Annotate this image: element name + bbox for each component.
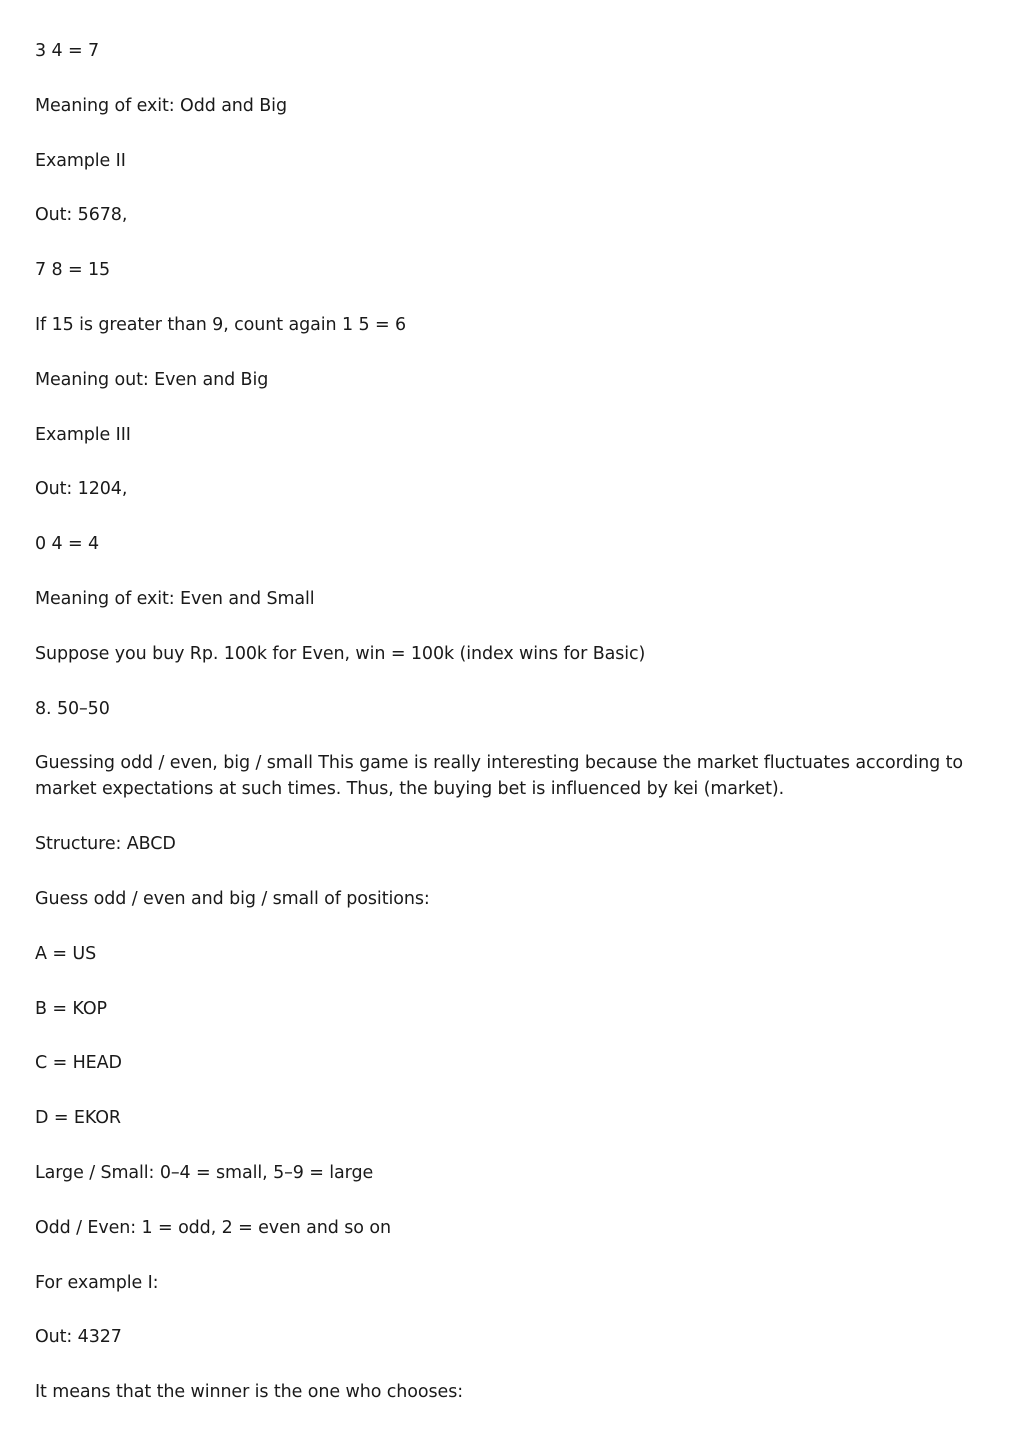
paragraph: 3 4 = 7	[35, 41, 100, 61]
paragraph: Large / Small: 0–4 = small, 5–9 = large	[35, 1162, 374, 1183]
paragraph: Meaning out: Even and Big	[35, 369, 269, 390]
paragraph: A = US	[35, 943, 97, 964]
paragraph: Structure: ABCD	[35, 834, 176, 855]
paragraph: Meaning of exit: Even and Small	[35, 588, 315, 609]
paragraph: 8. 50–50	[35, 698, 110, 719]
paragraph: Example III	[35, 424, 131, 445]
paragraph: Guess odd / even and big / small of positions:	[35, 888, 430, 909]
paragraph: 7 8 = 15	[35, 260, 111, 281]
paragraph: Meaning of exit: Odd and Big	[35, 95, 287, 116]
paragraph: Out: 1204,	[35, 479, 128, 500]
paragraph: Suppose you buy Rp. 100k for Even, win = 100k (index wins for Basic)	[35, 643, 646, 664]
paragraph: B = KOP	[35, 998, 107, 1019]
paragraph: C = HEAD	[35, 1053, 122, 1074]
paragraph: For example I:	[35, 1272, 159, 1293]
paragraph: It means that the winner is the one who chooses:	[35, 1382, 464, 1403]
paragraph: If 15 is greater than 9, count again 1 5 = 6	[35, 314, 407, 335]
paragraph: D = EKOR	[35, 1108, 121, 1129]
paragraph: Odd / Even: 1 = odd, 2 = even and so on	[35, 1217, 391, 1238]
paragraph: Guessing odd / even, big / small This game is really interesting because the market fluctuates according to market expectations at such times. Thus, the buying bet is influenced by kei (market).	[35, 753, 963, 800]
paragraph: Out: 5678,	[35, 205, 128, 226]
paragraph: Example II	[35, 150, 126, 171]
document-body	[35, 38, 995, 1434]
paragraph: Out: 4327	[35, 1327, 122, 1348]
paragraph: 0 4 = 4	[35, 534, 100, 555]
